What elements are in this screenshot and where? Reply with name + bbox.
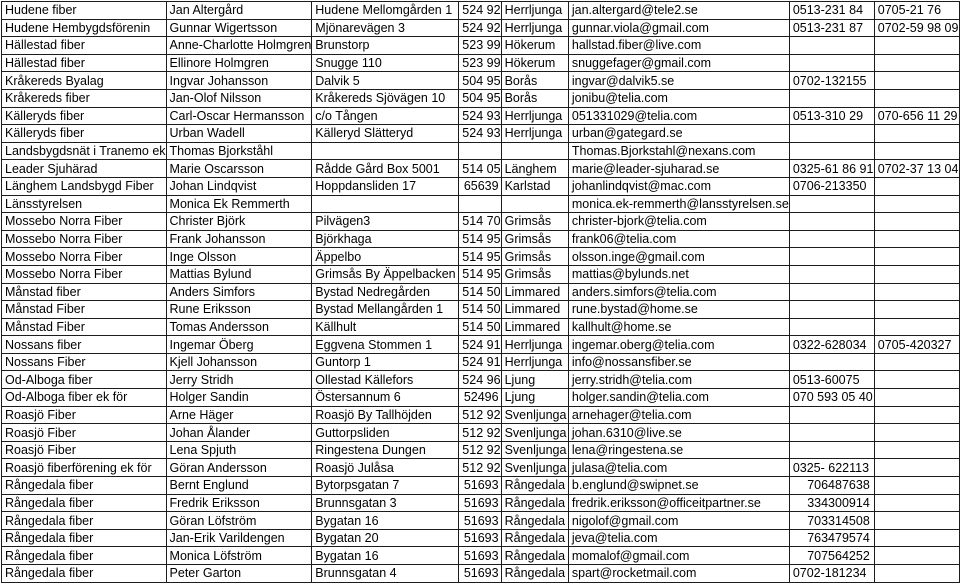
address-cell[interactable]: Bygatan 16	[312, 547, 459, 565]
mobile-cell[interactable]	[874, 142, 959, 160]
organization-cell[interactable]: Hudene Hembygdsförenin	[2, 19, 167, 37]
postal-code-cell[interactable]: 512 92	[459, 406, 501, 424]
table-row	[2, 353, 960, 371]
mobile-cell[interactable]	[874, 371, 959, 389]
table-row	[2, 318, 960, 336]
phone-cell[interactable]	[789, 318, 874, 336]
address-cell[interactable]: Mjönarevägen 3	[312, 19, 459, 37]
address-cell[interactable]: Hudene Mellomgården 1	[312, 2, 459, 20]
address-cell[interactable]: Snugge 110	[312, 54, 459, 72]
postal-code-cell[interactable]: 51693	[459, 529, 501, 547]
organization-cell[interactable]: Roasjö Fiber	[2, 424, 167, 442]
table-row	[2, 565, 960, 583]
phone-cell[interactable]	[789, 283, 874, 301]
postal-code-cell[interactable]: 524 91	[459, 336, 501, 354]
mobile-cell[interactable]	[874, 353, 959, 371]
email-cell[interactable]: johanlindqvist@mac.com	[568, 177, 789, 195]
mobile-cell[interactable]	[874, 441, 959, 459]
postal-code-cell[interactable]: 65639	[459, 177, 501, 195]
contact-name-cell[interactable]: Carl-Oscar Hermansson	[166, 107, 312, 125]
address-cell[interactable]	[312, 195, 459, 213]
address-cell[interactable]: Hoppdansliden 17	[312, 177, 459, 195]
organization-cell[interactable]: Mossebo Norra Fiber	[2, 265, 167, 283]
contact-name-cell[interactable]: Fredrik Eriksson	[166, 494, 312, 512]
postal-code-cell[interactable]: 514 05	[459, 160, 501, 178]
email-cell[interactable]: holger.sandin@telia.com	[568, 389, 789, 407]
email-cell[interactable]: monica.ek-remmerth@lansstyrelsen.se	[568, 195, 789, 213]
city-cell[interactable]: Limmared	[501, 301, 568, 319]
table-row	[2, 424, 960, 442]
table-row	[2, 142, 960, 160]
organization-cell[interactable]: Månstad Fiber	[2, 301, 167, 319]
contact-name-cell[interactable]: Göran Andersson	[166, 459, 312, 477]
table-row	[2, 54, 960, 72]
email-cell[interactable]: olsson.inge@gmail.com	[568, 248, 789, 266]
contact-name-cell[interactable]: Arne Häger	[166, 406, 312, 424]
city-cell[interactable]: Grimsås	[501, 213, 568, 231]
contact-name-cell[interactable]: Tomas Andersson	[166, 318, 312, 336]
table-row	[2, 177, 960, 195]
email-cell[interactable]: jonibu@telia.com	[568, 89, 789, 107]
phone-cell[interactable]: 0513-231 84	[789, 2, 874, 20]
contact-spreadsheet	[1, 1, 960, 583]
email-cell[interactable]: spart@rocketmail.com	[568, 565, 789, 583]
organization-cell[interactable]: Roasjö fiberförening ek för	[2, 459, 167, 477]
contact-name-cell[interactable]: Gunnar Wigertsson	[166, 19, 312, 37]
mobile-cell[interactable]	[874, 213, 959, 231]
email-cell[interactable]: jeva@telia.com	[568, 529, 789, 547]
address-cell[interactable]: Bygatan 20	[312, 529, 459, 547]
postal-code-cell[interactable]: 514 50	[459, 301, 501, 319]
organization-cell[interactable]: Rångedala fiber	[2, 477, 167, 495]
email-cell[interactable]: fredrik.eriksson@officeitpartner.se	[568, 494, 789, 512]
mobile-cell[interactable]	[874, 477, 959, 495]
phone-cell[interactable]: 763479574	[789, 529, 874, 547]
phone-cell[interactable]: 0325- 622113	[789, 459, 874, 477]
address-cell[interactable]: Brunnsgatan 3	[312, 494, 459, 512]
contact-name-cell[interactable]: Anne-Charlotte Holmgren	[166, 37, 312, 55]
phone-cell[interactable]	[789, 301, 874, 319]
organization-cell[interactable]: Länsstyrelsen	[2, 195, 167, 213]
contact-name-cell[interactable]: Frank Johansson	[166, 230, 312, 248]
city-cell[interactable]: Karlstad	[501, 177, 568, 195]
address-cell[interactable]: Rådde Gård Box 5001	[312, 160, 459, 178]
mobile-cell[interactable]	[874, 230, 959, 248]
organization-cell[interactable]: Nossans fiber	[2, 336, 167, 354]
phone-cell[interactable]: 0322-628034	[789, 336, 874, 354]
contact-name-cell[interactable]: Ingemar Öberg	[166, 336, 312, 354]
table-row	[2, 72, 960, 90]
contact-name-cell[interactable]: Mattias Bylund	[166, 265, 312, 283]
address-cell[interactable]: Björkhaga	[312, 230, 459, 248]
organization-cell[interactable]: Mossebo Norra Fiber	[2, 230, 167, 248]
mobile-cell[interactable]	[874, 301, 959, 319]
address-cell[interactable]	[312, 142, 459, 160]
postal-code-cell[interactable]: 51693	[459, 494, 501, 512]
phone-cell[interactable]: 0325-61 86 91	[789, 160, 874, 178]
address-cell[interactable]: Källhult	[312, 318, 459, 336]
postal-code-cell[interactable]: 52496	[459, 389, 501, 407]
city-cell[interactable]: Svenljunga	[501, 459, 568, 477]
mobile-cell[interactable]	[874, 565, 959, 583]
phone-cell[interactable]: 0702-181234	[789, 565, 874, 583]
mobile-cell[interactable]	[874, 177, 959, 195]
address-cell[interactable]: Östersannum 6	[312, 389, 459, 407]
table-row	[2, 89, 960, 107]
mobile-cell[interactable]	[874, 318, 959, 336]
email-cell[interactable]: jan.altergard@tele2.se	[568, 2, 789, 20]
phone-cell[interactable]	[789, 195, 874, 213]
postal-code-cell[interactable]: 524 92	[459, 19, 501, 37]
email-cell[interactable]: arnehager@telia.com	[568, 406, 789, 424]
postal-code-cell[interactable]: 512 92	[459, 424, 501, 442]
organization-cell[interactable]: Leader Sjuhärad	[2, 160, 167, 178]
address-cell[interactable]: Eggvena Stommen 1	[312, 336, 459, 354]
organization-cell[interactable]: Hällestad fiber	[2, 37, 167, 55]
address-cell[interactable]: Bystad Mellangården 1	[312, 301, 459, 319]
city-cell[interactable]: Svenljunga	[501, 424, 568, 442]
address-cell[interactable]: Guttorpsliden	[312, 424, 459, 442]
city-cell[interactable]: Borås	[501, 72, 568, 90]
organization-cell[interactable]: Od-Alboga fiber	[2, 371, 167, 389]
mobile-cell[interactable]	[874, 37, 959, 55]
city-cell[interactable]: Limmared	[501, 283, 568, 301]
mobile-cell[interactable]: 0702-59 98 09	[874, 19, 959, 37]
email-cell[interactable]: anders.simfors@telia.com	[568, 283, 789, 301]
address-cell[interactable]: Brunstorp	[312, 37, 459, 55]
phone-cell[interactable]	[789, 424, 874, 442]
table-row	[2, 512, 960, 530]
table-row	[2, 2, 960, 20]
postal-code-cell[interactable]: 524 93	[459, 125, 501, 143]
contact-name-cell[interactable]: Inge Olsson	[166, 248, 312, 266]
table-row	[2, 406, 960, 424]
city-cell[interactable]: Grimsås	[501, 248, 568, 266]
table-row	[2, 371, 960, 389]
mobile-cell[interactable]	[874, 89, 959, 107]
address-cell[interactable]: Pilvägen3	[312, 213, 459, 231]
address-cell[interactable]: Guntorp 1	[312, 353, 459, 371]
city-cell[interactable]: Svenljunga	[501, 406, 568, 424]
address-cell[interactable]: Brunnsgatan 4	[312, 565, 459, 583]
postal-code-cell[interactable]: 523 99	[459, 54, 501, 72]
contact-name-cell[interactable]: Jan-Olof Nilsson	[166, 89, 312, 107]
phone-cell[interactable]	[789, 37, 874, 55]
city-cell[interactable]: Hökerum	[501, 37, 568, 55]
organization-cell[interactable]: Nossans Fiber	[2, 353, 167, 371]
postal-code-cell[interactable]: 512 92	[459, 441, 501, 459]
mobile-cell[interactable]	[874, 248, 959, 266]
organization-cell[interactable]: Källeryds fiber	[2, 107, 167, 125]
organization-cell[interactable]: Hudene fiber	[2, 2, 167, 20]
contact-name-cell[interactable]: Johan Lindqvist	[166, 177, 312, 195]
table-row	[2, 125, 960, 143]
postal-code-cell[interactable]: 514 95	[459, 265, 501, 283]
address-cell[interactable]: Kråkereds Sjövägen 10	[312, 89, 459, 107]
postal-code-cell[interactable]: 504 95	[459, 89, 501, 107]
organization-cell[interactable]: Källeryds fiber	[2, 125, 167, 143]
email-cell[interactable]: jerry.stridh@telia.com	[568, 371, 789, 389]
organization-cell[interactable]: Rångedala fiber	[2, 512, 167, 530]
city-cell[interactable]: Borås	[501, 89, 568, 107]
contact-name-cell[interactable]: Urban Wadell	[166, 125, 312, 143]
organization-cell[interactable]: Mossebo Norra Fiber	[2, 248, 167, 266]
city-cell[interactable]: Hökerum	[501, 54, 568, 72]
contact-name-cell[interactable]: Christer Björk	[166, 213, 312, 231]
phone-cell[interactable]: 707564252	[789, 547, 874, 565]
city-cell[interactable]: Herrljunga	[501, 2, 568, 20]
city-cell[interactable]	[501, 142, 568, 160]
phone-cell[interactable]: 703314508	[789, 512, 874, 530]
phone-cell[interactable]	[789, 441, 874, 459]
mobile-cell[interactable]: 0705-21 76	[874, 2, 959, 20]
phone-cell[interactable]	[789, 89, 874, 107]
phone-cell[interactable]: 334300914	[789, 494, 874, 512]
phone-cell[interactable]	[789, 248, 874, 266]
postal-code-cell[interactable]: 524 91	[459, 353, 501, 371]
table-row	[2, 248, 960, 266]
organization-cell[interactable]: Rångedala fiber	[2, 565, 167, 583]
postal-code-cell[interactable]: 51693	[459, 547, 501, 565]
email-cell[interactable]: ingvar@dalvik5.se	[568, 72, 789, 90]
city-cell[interactable]: Rångedala	[501, 512, 568, 530]
email-cell[interactable]: frank06@telia.com	[568, 230, 789, 248]
mobile-cell[interactable]	[874, 547, 959, 565]
contact-name-cell[interactable]: Ingvar Johansson	[166, 72, 312, 90]
organization-cell[interactable]: Rångedala fiber	[2, 529, 167, 547]
postal-code-cell[interactable]: 514 50	[459, 283, 501, 301]
organization-cell[interactable]: Rångedala fiber	[2, 494, 167, 512]
contact-name-cell[interactable]: Kjell Johansson	[166, 353, 312, 371]
table-row	[2, 301, 960, 319]
address-cell[interactable]: Källeryd Slätteryd	[312, 125, 459, 143]
city-cell[interactable]: Länghem	[501, 160, 568, 178]
email-cell[interactable]: ingemar.oberg@telia.com	[568, 336, 789, 354]
table-row	[2, 37, 960, 55]
phone-cell[interactable]: 706487638	[789, 477, 874, 495]
email-cell[interactable]: julasa@telia.com	[568, 459, 789, 477]
postal-code-cell[interactable]: 512 92	[459, 459, 501, 477]
table-row	[2, 547, 960, 565]
contact-name-cell[interactable]: Anders Simfors	[166, 283, 312, 301]
mobile-cell[interactable]	[874, 195, 959, 213]
city-cell[interactable]: Herrljunga	[501, 336, 568, 354]
address-cell[interactable]: Ringestena Dungen	[312, 441, 459, 459]
organization-cell[interactable]: Od-Alboga fiber ek för	[2, 389, 167, 407]
organization-cell[interactable]: Hällestad fiber	[2, 54, 167, 72]
spreadsheet-body	[2, 2, 960, 583]
city-cell[interactable]: Rångedala	[501, 477, 568, 495]
email-cell[interactable]: rune.bystad@home.se	[568, 301, 789, 319]
organization-cell[interactable]: Länghem Landsbygd Fiber	[2, 177, 167, 195]
postal-code-cell[interactable]: 51693	[459, 565, 501, 583]
table-row	[2, 160, 960, 178]
email-cell[interactable]: christer-bjork@telia.com	[568, 213, 789, 231]
phone-cell[interactable]: 0706-213350	[789, 177, 874, 195]
email-cell[interactable]: urban@gategard.se	[568, 125, 789, 143]
email-cell[interactable]: kallhult@home.se	[568, 318, 789, 336]
mobile-cell[interactable]	[874, 406, 959, 424]
contact-name-cell[interactable]: Rune Eriksson	[166, 301, 312, 319]
contact-name-cell[interactable]: Monica Ek Remmerth	[166, 195, 312, 213]
postal-code-cell[interactable]: 514 50	[459, 318, 501, 336]
email-cell[interactable]: momalof@gmail.com	[568, 547, 789, 565]
phone-cell[interactable]: 070 593 05 40	[789, 389, 874, 407]
table-row	[2, 19, 960, 37]
email-cell[interactable]: 051331029@telia.com	[568, 107, 789, 125]
postal-code-cell[interactable]: 514 70	[459, 213, 501, 231]
table-row	[2, 494, 960, 512]
organization-cell[interactable]: Rångedala fiber	[2, 547, 167, 565]
city-cell[interactable]: Grimsås	[501, 265, 568, 283]
contact-name-cell[interactable]: Monica Löfström	[166, 547, 312, 565]
table-row	[2, 529, 960, 547]
phone-cell[interactable]	[789, 125, 874, 143]
phone-cell[interactable]	[789, 406, 874, 424]
email-cell[interactable]: snuggefager@gmail.com	[568, 54, 789, 72]
table-row	[2, 107, 960, 125]
mobile-cell[interactable]	[874, 265, 959, 283]
address-cell[interactable]: Bygatan 16	[312, 512, 459, 530]
table-row	[2, 265, 960, 283]
phone-cell[interactable]	[789, 265, 874, 283]
phone-cell[interactable]: 0702-132155	[789, 72, 874, 90]
postal-code-cell[interactable]: 514 95	[459, 248, 501, 266]
mobile-cell[interactable]: 070-656 11 29	[874, 107, 959, 125]
table-row	[2, 230, 960, 248]
contact-name-cell[interactable]: Johan Ålander	[166, 424, 312, 442]
email-cell[interactable]: gunnar.viola@gmail.com	[568, 19, 789, 37]
postal-code-cell[interactable]: 51693	[459, 512, 501, 530]
email-cell[interactable]: nigolof@gmail.com	[568, 512, 789, 530]
table-row	[2, 213, 960, 231]
table-row	[2, 477, 960, 495]
city-cell[interactable]: Ljung	[501, 389, 568, 407]
organization-cell[interactable]: Roasjö Fiber	[2, 441, 167, 459]
postal-code-cell[interactable]: 524 96	[459, 371, 501, 389]
mobile-cell[interactable]	[874, 459, 959, 477]
organization-cell[interactable]: Landsbygdsnät i Tranemo ek	[2, 142, 167, 160]
address-cell[interactable]: Bytorpsgatan 7	[312, 477, 459, 495]
contact-name-cell[interactable]: Marie Oscarsson	[166, 160, 312, 178]
postal-code-cell[interactable]: 524 92	[459, 2, 501, 20]
phone-cell[interactable]: 0513-231 87	[789, 19, 874, 37]
address-cell[interactable]: Grimsås By Äppelbacken	[312, 265, 459, 283]
postal-code-cell[interactable]: 514 95	[459, 230, 501, 248]
postal-code-cell[interactable]: 504 95	[459, 72, 501, 90]
contact-name-cell[interactable]: Thomas Bjorkståhl	[166, 142, 312, 160]
email-cell[interactable]: hallstad.fiber@live.com	[568, 37, 789, 55]
address-cell[interactable]: c/o Tången	[312, 107, 459, 125]
city-cell[interactable]: Herrljunga	[501, 107, 568, 125]
table-row	[2, 459, 960, 477]
contact-name-cell[interactable]: Holger Sandin	[166, 389, 312, 407]
table-row	[2, 283, 960, 301]
mobile-cell[interactable]	[874, 125, 959, 143]
phone-cell[interactable]	[789, 353, 874, 371]
postal-code-cell[interactable]	[459, 195, 501, 213]
email-cell[interactable]: marie@leader-sjuharad.se	[568, 160, 789, 178]
mobile-cell[interactable]	[874, 54, 959, 72]
address-cell[interactable]: Ollestad Källefors	[312, 371, 459, 389]
contact-name-cell[interactable]: Ellinore Holmgren	[166, 54, 312, 72]
contact-name-cell[interactable]: Lena Spjuth	[166, 441, 312, 459]
city-cell[interactable]: Rångedala	[501, 547, 568, 565]
email-cell[interactable]: mattias@bylunds.net	[568, 265, 789, 283]
organization-cell[interactable]: Kråkereds fiber	[2, 89, 167, 107]
city-cell[interactable]: Rångedala	[501, 529, 568, 547]
contact-name-cell[interactable]: Jan Altergård	[166, 2, 312, 20]
city-cell[interactable]: Limmared	[501, 318, 568, 336]
address-cell[interactable]: Roasjö By Tallhöjden	[312, 406, 459, 424]
mobile-cell[interactable]	[874, 512, 959, 530]
phone-cell[interactable]: 0513-310 29	[789, 107, 874, 125]
organization-cell[interactable]: Roasjö Fiber	[2, 406, 167, 424]
organization-cell[interactable]: Månstad fiber	[2, 283, 167, 301]
contact-name-cell[interactable]: Peter Garton	[166, 565, 312, 583]
mobile-cell[interactable]	[874, 72, 959, 90]
table-row	[2, 389, 960, 407]
table-row	[2, 441, 960, 459]
city-cell[interactable]: Grimsås	[501, 230, 568, 248]
city-cell[interactable]: Herrljunga	[501, 353, 568, 371]
phone-cell[interactable]	[789, 142, 874, 160]
city-cell[interactable]: Svenljunga	[501, 441, 568, 459]
address-cell[interactable]: Roasjö Julåsa	[312, 459, 459, 477]
mobile-cell[interactable]	[874, 494, 959, 512]
contact-name-cell[interactable]: Bernt Englund	[166, 477, 312, 495]
postal-code-cell[interactable]	[459, 142, 501, 160]
email-cell[interactable]: b.englund@swipnet.se	[568, 477, 789, 495]
organization-cell[interactable]: Mossebo Norra Fiber	[2, 213, 167, 231]
city-cell[interactable]: Herrljunga	[501, 19, 568, 37]
mobile-cell[interactable]	[874, 529, 959, 547]
phone-cell[interactable]	[789, 54, 874, 72]
postal-code-cell[interactable]: 524 93	[459, 107, 501, 125]
email-cell[interactable]: info@nossansfiber.se	[568, 353, 789, 371]
address-cell[interactable]: Äppelbo	[312, 248, 459, 266]
organization-cell[interactable]: Kråkereds Byalag	[2, 72, 167, 90]
mobile-cell[interactable]	[874, 389, 959, 407]
city-cell[interactable]: Ljung	[501, 371, 568, 389]
postal-code-cell[interactable]: 523 99	[459, 37, 501, 55]
mobile-cell[interactable]	[874, 283, 959, 301]
phone-cell[interactable]	[789, 230, 874, 248]
mobile-cell[interactable]: 0702-37 13 04	[874, 160, 959, 178]
email-cell[interactable]: johan.6310@live.se	[568, 424, 789, 442]
contact-name-cell[interactable]: Jan-Erik Varildengen	[166, 529, 312, 547]
address-cell[interactable]: Bystad Nedregården	[312, 283, 459, 301]
city-cell[interactable]	[501, 195, 568, 213]
email-cell[interactable]: lena@ringestena.se	[568, 441, 789, 459]
phone-cell[interactable]	[789, 213, 874, 231]
mobile-cell[interactable]: 0705-420327	[874, 336, 959, 354]
mobile-cell[interactable]	[874, 424, 959, 442]
contact-name-cell[interactable]: Jerry Stridh	[166, 371, 312, 389]
postal-code-cell[interactable]: 51693	[459, 477, 501, 495]
contact-name-cell[interactable]: Göran Löfström	[166, 512, 312, 530]
table-row	[2, 336, 960, 354]
address-cell[interactable]: Dalvik 5	[312, 72, 459, 90]
city-cell[interactable]: Rångedala	[501, 494, 568, 512]
city-cell[interactable]: Herrljunga	[501, 125, 568, 143]
email-cell[interactable]: Thomas.Bjorkstahl@nexans.com	[568, 142, 789, 160]
organization-cell[interactable]: Månstad Fiber	[2, 318, 167, 336]
phone-cell[interactable]: 0513-60075	[789, 371, 874, 389]
city-cell[interactable]: Rångedala	[501, 565, 568, 583]
table-row	[2, 195, 960, 213]
